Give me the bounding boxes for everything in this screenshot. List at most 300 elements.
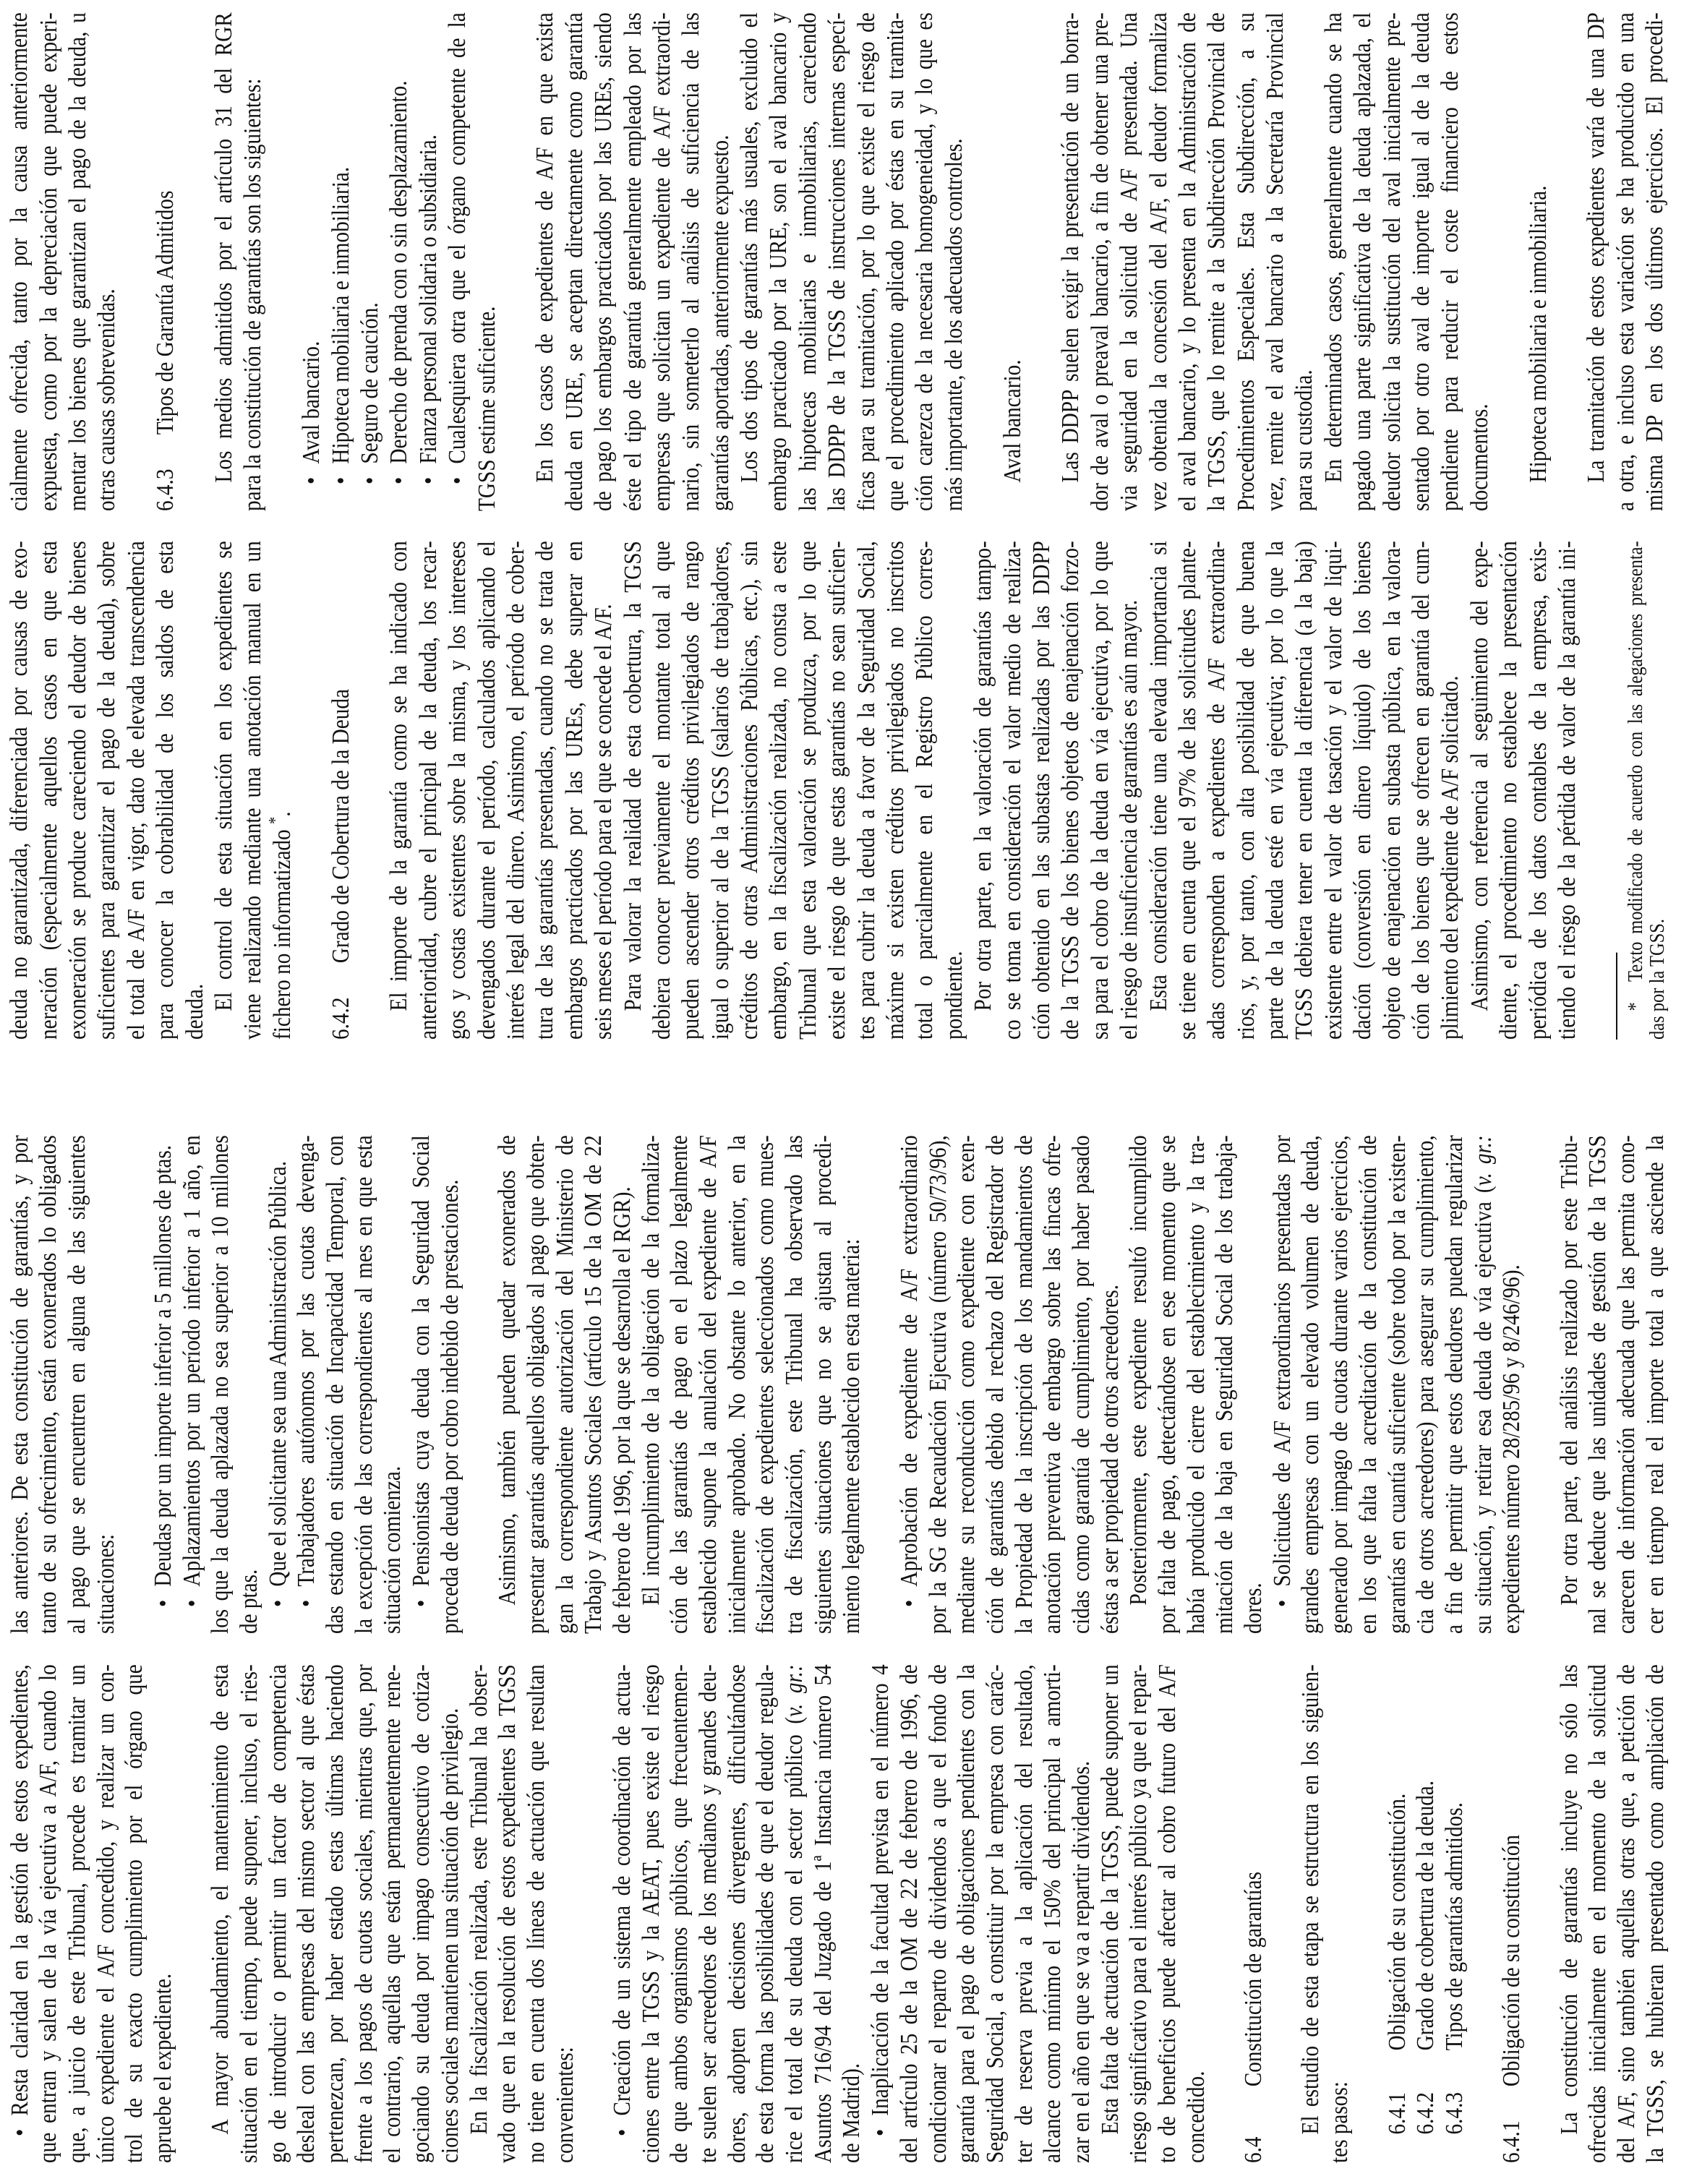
line-text: de pago los embargos practicados por las UREs, siendo — [590, 12, 617, 511]
bullet-icon: • — [408, 1599, 435, 1608]
line-text: tes pasos: — [1326, 2081, 1354, 2163]
blank-line — [1268, 1664, 1297, 2163]
text-line — [1268, 1135, 1297, 1634]
text-line — [608, 1664, 637, 2163]
line-text: mentar los bienes que garantizan el pago de la deuda, u — [64, 12, 92, 511]
text-line — [493, 1135, 522, 1634]
line-text: de esta forma las posibilidades de que el deudor regula- — [752, 1664, 779, 2163]
paragraph — [1124, 1135, 1267, 1634]
line-text: riesgo significativo para el interés público ya que el repar- — [1125, 1664, 1153, 2163]
blank-line — [1469, 1664, 1498, 2163]
line-text: Procedimientos Especiales. Esta Subdirección, a su — [1232, 12, 1260, 511]
text-line — [560, 541, 589, 1040]
section-number: 6.4.1 — [1498, 2120, 1526, 2163]
line-text: vez, remite el aval bancario a la Secretaría Provincial — [1262, 12, 1289, 511]
section-number: 6.4.3 — [152, 468, 179, 511]
text-line — [1553, 541, 1582, 1040]
line-text: Asimismo, con referencia al seguimiento del expe- — [1466, 541, 1493, 1011]
outline-item — [1383, 1664, 1412, 2163]
paragraph — [1582, 12, 1669, 511]
text-line — [1641, 1135, 1670, 1634]
line-text: neración (especialmente aquellos casos en que esta — [35, 541, 62, 1040]
text-line — [551, 1664, 580, 2163]
line-text: que entran y salen de la vía ejecutiva a A/F, cuando lo — [35, 1664, 62, 2163]
bullet-item — [292, 1135, 407, 1634]
paragraph — [531, 12, 735, 511]
line-text: documentos. — [1466, 403, 1493, 511]
bullet-item — [407, 1135, 464, 1634]
footnote-marker: * — [1625, 1002, 1648, 1011]
text-line — [952, 1135, 981, 1634]
text-line — [1115, 12, 1144, 511]
text-line — [1202, 12, 1231, 511]
line-text: cia de otros acreedores) para asegurar su cumplimiento, — [1412, 1135, 1440, 1634]
text-line — [414, 541, 443, 1040]
text-line — [1145, 12, 1173, 511]
line-text: Solicitudes de A/F extraordinarios presentadas por — [1268, 1135, 1296, 1587]
paragraph — [1555, 1135, 1670, 1634]
line-text: Texto modificado de acuerdo con las alegaciones presenta- — [1625, 541, 1648, 982]
line-text: Por otra parte, del análisis realizado por este Tribu- — [1555, 1135, 1583, 1606]
bullet-icon: • — [149, 1599, 176, 1608]
blank-line — [181, 12, 210, 511]
text-line — [1378, 12, 1407, 511]
line-text: ción de garantías debido al rechazo del Registrador de — [981, 1135, 1009, 1634]
line-text: Deudas por un importe inferior a 5 millones de ptas. — [149, 1144, 176, 1587]
text-line — [385, 541, 414, 1040]
line-text: la excepción de las correspondientes al mes en que esta — [350, 1135, 377, 1634]
line-text: periódica de los datos contables de la empresa, exis- — [1524, 541, 1552, 1040]
section-heading — [1497, 1664, 1526, 2163]
text-line — [473, 541, 502, 1040]
line-text: de febrero de 1996, por la que se desarrolla el RGR). — [608, 1186, 636, 1634]
text-line — [385, 12, 414, 511]
text-line — [895, 1135, 924, 1634]
paragraph — [1096, 1664, 1211, 2163]
text-line — [92, 1135, 121, 1634]
line-text: créditos de otras Administraciones Públicas, etc.), sin — [736, 541, 764, 1040]
text-line — [1086, 12, 1115, 511]
line-text: otras causas sobrevenidas. — [93, 288, 121, 511]
line-text: co se toma en consideración el valor medio de realiza- — [999, 541, 1026, 1040]
line-text: pagado una parte significativa de la deuda aplazada, el — [1349, 12, 1377, 511]
text-line — [1411, 1135, 1440, 1634]
text-line — [407, 1135, 436, 1634]
line-text: las hipotecas mobiliarias e inmobiliarias, careciendo — [794, 12, 821, 511]
paragraph — [6, 1135, 121, 1634]
line-text: Que el solicitante sea una Administración Pública. — [264, 1160, 291, 1587]
text-line — [265, 541, 297, 1040]
text-line — [1124, 1135, 1153, 1634]
text-line — [1583, 1135, 1612, 1634]
line-text: Hipoteca mobiliaria e inmobiliaria. — [327, 166, 354, 464]
text-line — [780, 1664, 809, 2163]
text-line — [350, 1135, 379, 1634]
line-text: Pensionistas cuya deuda con la Seguridad Social — [408, 1135, 435, 1587]
line-text: desleal con las empresas del mismo sector al que éstas — [293, 1664, 320, 2163]
text-line — [1466, 12, 1495, 511]
line-text: que, a juicio de este Tribunal, procede es tramitar un — [63, 1664, 90, 2163]
bullet-item — [1268, 1135, 1526, 1634]
bullet-item — [385, 12, 414, 511]
line-text: suficientes para garantizar el pago de la deuda), sobre — [93, 541, 121, 1040]
line-text: vado que en la resolución de estos expedientes la TGSS — [494, 1664, 521, 2163]
text-line — [910, 541, 939, 1040]
text-line — [579, 1135, 608, 1634]
line-text: ofrecidas inicialmente en el momento de la solicitud — [1584, 1664, 1612, 2163]
line-text: existente entre el valor de tasación y el valor de liqui- — [1320, 541, 1347, 1040]
text-line — [1497, 1135, 1526, 1634]
line-text: el total de A/F en vigor, dato de elevada transcendencia — [122, 541, 150, 1040]
line-text: miento legalmente establecido en esta materia: — [838, 1238, 865, 1634]
text-line — [64, 541, 93, 1040]
footnote — [1625, 541, 1669, 1040]
text-line — [969, 541, 998, 1040]
text-line — [895, 1664, 924, 2163]
text-line — [723, 1664, 752, 2163]
text-line — [1612, 1664, 1641, 2163]
text-line — [206, 1135, 235, 1634]
line-text: pueden ascender otros créditos privilegiados de rango — [677, 541, 705, 1040]
text-line — [1436, 541, 1465, 1040]
footnote-reference: * — [265, 816, 285, 825]
text-line — [1407, 541, 1436, 1040]
text-line — [93, 12, 121, 511]
line-text: seis meses el período para el que se concede el A/F. — [590, 604, 617, 1040]
line-text: parte de la deuda esté en vía ejecutiva; por lo que la — [1262, 541, 1289, 1040]
paragraph — [206, 1664, 464, 2163]
line-text: Seguridad Social, a constituir por la empresa con carác- — [981, 1664, 1009, 2163]
bullet-item — [866, 1664, 1096, 2163]
bullet-item — [149, 1135, 178, 1634]
line-text: Aprobación de expediente de A/F extraordinario — [895, 1135, 923, 1587]
text-line — [1383, 1135, 1412, 1634]
text-line — [723, 1135, 752, 1634]
line-text: TGSS estime suficiente. — [473, 306, 500, 511]
text-line — [764, 12, 793, 511]
line-text: situación comienza. — [379, 1465, 406, 1634]
text-line — [149, 1664, 178, 2163]
text-line — [837, 1135, 866, 1634]
text-line — [493, 1664, 522, 2163]
paragraph — [1056, 12, 1320, 511]
line-text: situaciones: — [92, 1533, 119, 1634]
text-line — [1555, 1664, 1584, 2163]
text-line — [910, 12, 939, 511]
text-line — [677, 12, 706, 511]
text-line — [852, 541, 881, 1040]
text-line — [1354, 1135, 1383, 1634]
line-text: trol de su exacto cumplimiento por el órgano que — [121, 1664, 148, 2163]
bullet-item — [327, 12, 356, 511]
line-text: el contrario, aquéllas que están permanentemente rene- — [379, 1664, 406, 2163]
line-text: La tramitación de estos expedientes varía de una DP — [1583, 12, 1610, 483]
bullet-item — [895, 1135, 1125, 1634]
line-text: Tribunal que esta valoración se produzca, por lo que — [794, 541, 821, 1040]
text-line — [34, 1135, 63, 1634]
text-line — [1407, 12, 1436, 511]
footnote-line — [1647, 541, 1669, 1040]
line-text: del artículo 25 de la OM de 22 de febrero de 1996, de — [895, 1664, 923, 2163]
text-line — [751, 1664, 780, 2163]
line-text: Las DDPP suelen exigir la presentación de un borra- — [1057, 12, 1085, 483]
outline-number: 6.4.2 — [1412, 2091, 1440, 2135]
text-line — [321, 1664, 350, 2163]
text-line — [751, 1135, 780, 1634]
text-line — [1153, 1135, 1182, 1634]
line-text: carecen de información adecuada que las permita cono- — [1613, 1135, 1640, 1634]
line-text: rios, y, por tanto, con alta posibilidad de que buena — [1232, 541, 1260, 1040]
text-line — [823, 541, 852, 1040]
blank-line — [969, 12, 998, 511]
line-text: Fianza personal solidaria o subsidiaria. — [414, 134, 442, 464]
line-text: expuesta, como por la depreciación que puede experi- — [35, 12, 62, 511]
line-text: embargo practicado por la URE, son el aval bancario y — [765, 12, 792, 511]
line-text: pertenezcan, por haber estado estas últimas haciendo — [322, 1664, 349, 2163]
line-text: sentado por otro aval de importe igual al de la deuda — [1408, 12, 1435, 511]
text-line — [1124, 1664, 1153, 2163]
text-line — [239, 541, 268, 1040]
subsection-heading — [1524, 12, 1553, 511]
text-line — [1202, 541, 1231, 1040]
text-line — [151, 541, 180, 1040]
text-line — [1325, 1135, 1354, 1634]
text-line — [706, 12, 735, 511]
blank-line — [356, 541, 385, 1040]
text-line — [436, 1135, 465, 1634]
line-text: cidas como garantía de cumplimiento, por haber pasado — [1067, 1135, 1095, 1634]
text-line — [1239, 1135, 1268, 1634]
text-line — [1038, 1135, 1067, 1634]
text-line — [637, 1664, 666, 2163]
text-line — [5, 541, 34, 1040]
line-text: dores, adopten decisiones divergentes, dificultándose — [723, 1664, 751, 2163]
text-line — [694, 1135, 723, 1634]
line-text: más importante, de los adecuados controles. — [940, 138, 967, 511]
line-text: go de introducir o permitir un factor de competencia — [264, 1664, 291, 2163]
bullet-item — [297, 12, 326, 511]
line-text: via seguridad en la solicitud de A/F presentada. Una — [1116, 12, 1143, 511]
line-text: las anteriores. De esta constitución de garantías, y por — [6, 1135, 33, 1634]
paragraph — [210, 12, 268, 511]
text-line — [809, 1135, 838, 1634]
paragraph — [5, 541, 210, 1040]
line-text: grandes empresas con un elevado volumen de deuda, — [1297, 1135, 1325, 1634]
line-text: nario, sin someterlo al análisis de suficiencia de las — [677, 12, 705, 511]
line-text: exoneración se produce careciendo el deudor de bienes — [64, 541, 92, 1040]
bullet-item — [608, 1664, 866, 2163]
line-text: Inaplicación de la facultad prevista en el número 4 — [867, 1664, 894, 2116]
text-line — [210, 541, 239, 1040]
text-line — [981, 1135, 1010, 1634]
bullet-icon: • — [608, 2128, 636, 2137]
text-line — [1145, 541, 1173, 1040]
text-line — [93, 541, 121, 1040]
line-text: frente a los pagos de cuotas sociales, mientras que, por — [350, 1664, 377, 2163]
text-line — [64, 12, 93, 511]
text-line — [531, 12, 560, 511]
text-line — [1290, 541, 1319, 1040]
line-text: interés legal del dinero. Asimismo, el período de cober- — [502, 541, 529, 1040]
paragraph — [465, 1664, 580, 2163]
text-line — [823, 12, 852, 511]
line-text: por la SG de Recaudación Ejecutiva (número 50/73/96), — [924, 1135, 952, 1634]
subsection-title: Hipoteca mobiliaria e inmobiliaria. — [1524, 185, 1552, 483]
column-2 — [6, 1135, 1670, 1634]
text-line — [210, 12, 239, 511]
text-line — [677, 541, 706, 1040]
line-text: condicionar el reparto de dividendos a que el fondo de — [924, 1664, 952, 2163]
text-line — [981, 1664, 1010, 2163]
text-line — [735, 12, 764, 511]
line-text: ciones entre la TGSS y la AEAT, pues existe el riesgo — [637, 1664, 664, 2163]
text-line — [1524, 541, 1553, 1040]
outline-list — [1383, 1664, 1469, 2163]
section-heading — [327, 541, 356, 1040]
line-text: generado por impago de cuotas durante varios ejercicios, — [1326, 1135, 1354, 1634]
column-3 — [5, 541, 1669, 1040]
line-text: Asimismo, también pueden quedar exonerados de — [494, 1135, 521, 1606]
text-line — [1440, 1135, 1469, 1634]
line-text: gociando su deuda por impago consecutivo de cotiza- — [408, 1664, 435, 2163]
text-line — [122, 541, 151, 1040]
column-1 — [6, 1664, 1670, 2163]
text-line — [589, 12, 618, 511]
line-text: Resta claridad en la gestión de estos expedientes, — [6, 1664, 33, 2116]
line-text: expedientes número 28/285/96 y 8/246/96). — [1498, 1264, 1526, 1634]
paragraph — [619, 541, 970, 1040]
text-line — [1320, 541, 1348, 1040]
paragraph — [1555, 1664, 1670, 2163]
line-text: El estudio de esta etapa se estructura en los siguien- — [1297, 1664, 1325, 2135]
line-text: ción de los bienes que se ofrecen en garantía del cum- — [1408, 541, 1435, 1040]
text-line — [924, 1135, 953, 1634]
line-text: de ptas. — [236, 1569, 262, 1634]
outline-text: Obligación de su constitución. — [1383, 1793, 1411, 2051]
text-line — [881, 12, 910, 511]
text-line — [560, 12, 589, 511]
outline-number: 6.4.3 — [1440, 2091, 1468, 2135]
line-text: Derecho de prenda con o sin desplazamiento. — [385, 80, 413, 464]
line-text: gan la correspondiente autorización del Ministerio de — [551, 1135, 578, 1634]
text-line — [378, 1664, 407, 2163]
blank-line — [268, 12, 297, 511]
text-run: rice el total de su deuda con el sector público ( — [781, 1716, 808, 2163]
line-text: En la fiscalización realizada, este Tribunal ha obser- — [465, 1664, 492, 2135]
line-text: proceda de deuda por cobro indebido de prestaciones. — [436, 1179, 463, 1634]
line-text: fiscalización de expedientes seleccionados como mues- — [752, 1135, 779, 1634]
line-text: a otra, e incluso esta variación se ha producido en una — [1612, 12, 1639, 511]
section-title: Obligación de su constitución — [1498, 1834, 1526, 2087]
bullet-icon: • — [178, 1599, 205, 1608]
line-text: ter de reserva previa a la aplicación del resultado, — [1010, 1664, 1038, 2163]
line-text: la Propiedad de la inscripción de los mandamientos de — [1010, 1135, 1038, 1634]
bullet-icon: • — [867, 2128, 894, 2137]
text-line — [940, 541, 969, 1040]
line-text: viene realizando mediante una anotación manual en un — [239, 541, 267, 1040]
line-text: El importe de la garantía como se ha indicado con — [385, 541, 413, 1011]
blank-line — [1526, 1664, 1555, 2163]
text-run: su situación, y retirar esa deuda de vía ejecutiva ( — [1469, 1186, 1497, 1634]
line-text: garantías en cuantía suficiente (sobre todo por la existen- — [1383, 1135, 1411, 1634]
line-text: tiendo el riesgo de la pérdida de valor de la garantía ini- — [1554, 541, 1581, 1040]
blank-line — [866, 1135, 895, 1634]
line-text: pondiente. — [940, 951, 967, 1040]
line-text: situación en el tiempo, puede suponer, incluso, el ries- — [236, 1664, 262, 2163]
text-line — [1582, 12, 1611, 511]
text-line — [589, 541, 618, 1040]
line-text: se tiene en cuenta que el 97% de las solicitudes plante- — [1173, 541, 1201, 1040]
paragraph — [210, 541, 297, 1040]
line-text: dores. — [1240, 1583, 1267, 1634]
outline-item — [1440, 1664, 1469, 2163]
footnote-rule — [1616, 953, 1617, 1040]
line-text: pendiente para reducir el coste financiero de estos — [1437, 12, 1464, 511]
text-line — [5, 12, 34, 511]
text-line — [6, 1135, 35, 1634]
text-line — [1210, 1135, 1239, 1634]
line-text: embargos practicados por las UREs, debe superar en — [560, 541, 588, 1040]
text-line — [356, 12, 385, 511]
line-text: dación (conversión en dinero líquido) de los bienes — [1349, 541, 1377, 1040]
line-text: convenientes: — [551, 2047, 578, 2163]
text-line — [665, 1664, 694, 2163]
text-line — [1173, 12, 1202, 511]
text-line — [443, 541, 472, 1040]
text-line — [780, 1135, 809, 1634]
line-text: para la constitución de garantías son los siguientes: — [239, 78, 267, 511]
text-line — [1296, 1664, 1325, 2163]
bullet-icon: • — [356, 476, 383, 485]
paragraph — [1320, 12, 1495, 511]
line-text: concedido. — [1182, 2070, 1210, 2163]
line-text: to de beneficios puede afectar al cobro futuro del A/F — [1154, 1664, 1181, 2163]
blank-line — [1027, 12, 1056, 511]
line-text: Esta consideración tiene una elevada importancia si — [1145, 541, 1172, 1011]
line-text: tanto de su ofrecimiento, están exonerados lo obligados — [35, 1135, 62, 1634]
blank-line — [122, 12, 151, 511]
line-text: devengados durante el período, calculados aplicando el — [473, 541, 500, 1040]
section-number: 6.4.2 — [327, 997, 354, 1040]
outline-item — [1411, 1664, 1440, 2163]
line-text: gos y costas existentes sobre la misma, y los intereses — [444, 541, 471, 1040]
line-text: de la TGSS de los bienes objetos de enajenación forzo- — [1057, 541, 1085, 1040]
text-line — [292, 1664, 321, 2163]
line-text: Por otra parte, en la valoración de garantías tampo- — [970, 541, 997, 1011]
line-text: vez obtenida la concesión del A/F, el deudor formaliza — [1145, 12, 1172, 511]
bullet-icon: • — [298, 476, 325, 485]
line-text: Trabajo y Asuntos Sociales (artículo 15 de la OM de 22 — [580, 1135, 607, 1634]
text-line — [706, 541, 735, 1040]
line-text: Asuntos 716/94 del Juzgado de 1ª Instancia número 54 — [809, 1664, 837, 2163]
line-text: garantía para el pago de obligaciones pendientes con la — [953, 1664, 980, 2163]
line-text: Cualesquiera otra que el órgano competente de la — [444, 12, 471, 464]
text-line — [1612, 1135, 1641, 1634]
text-line — [866, 1664, 895, 2163]
text-line — [321, 1135, 350, 1634]
subsection-title: Aval bancario. — [999, 359, 1026, 483]
line-text: Aval bancario. — [298, 341, 325, 464]
line-text: Los medios admitidos por el artículo 31 del RGR — [210, 12, 238, 483]
text-line — [1495, 541, 1523, 1040]
line-text: al pago que se encuentren en alguna de las siguientes — [63, 1135, 90, 1634]
text-line — [999, 541, 1027, 1040]
line-text: total o parcialmente en el Registro Público corres- — [911, 541, 938, 1040]
line-text: mitación de la baja en Seguridad Social de los trabaja- — [1211, 1135, 1239, 1634]
text-line — [837, 1664, 866, 2163]
text-line — [292, 1135, 321, 1634]
line-text: alcance como mínimo el 150% del principal a amorti- — [1039, 1664, 1066, 2163]
